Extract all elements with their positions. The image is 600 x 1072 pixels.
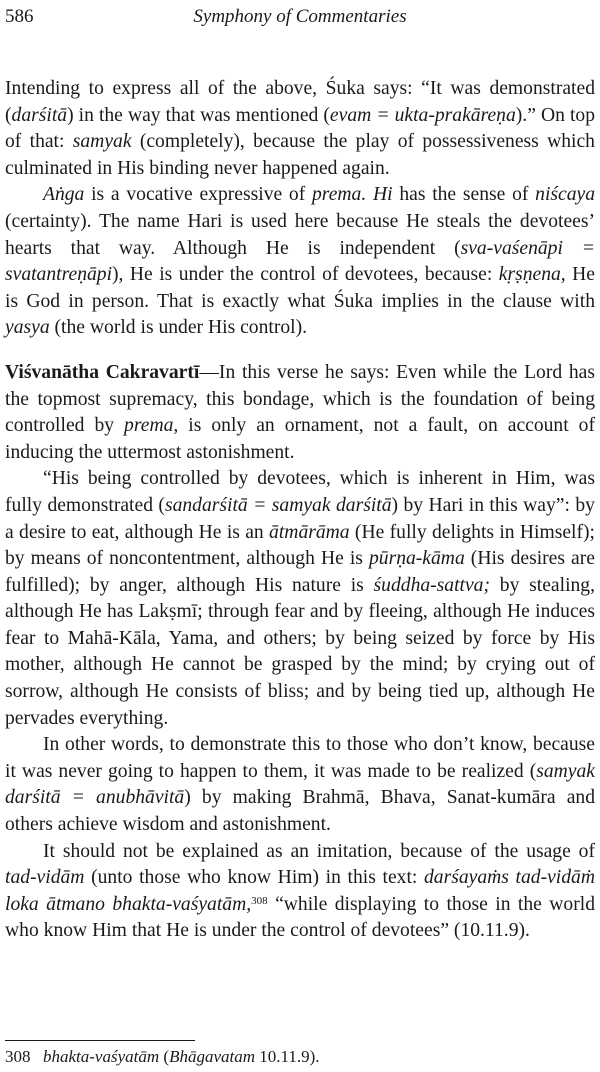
paragraph-5: In other words, to demonstrate this to those who don’t know, because it was never going to happen to them, it was made to be realized (samyak darśitā = anubhāvitā) by making Brahmā, Bhava, Sanat-kumāra and others achieve wisdom and astonishment. xyxy=(5,734,595,836)
running-title: Symphony of Commentaries xyxy=(193,6,407,27)
paragraph-4: “His being controlled by devotees, which is inherent in Him, was fully demonstrated (sandarśitā = samyak darśitā) by Hari in this way”: by a desire to eat, although He is an ātmārāma (He fully delights in Himself); by means of noncontentment, although He is pūrṇa-kāma (His desires are fulfilled); by anger, although His nature is śuddha-sattva; by stealing, although He has Lakṣmī; through fear and by fleeing, although He induces fear to Mahā-Kāla, Yama, and others; by being seized by force by His mother, although He cannot be grasped by the mind; by crying out of sorrow, although He consists of bliss; and by being tied up, although He pervades everything. xyxy=(5,468,596,729)
footnote-divider xyxy=(5,1040,195,1041)
footnote: 308 bhakta-vaśyatām (Bhāgavatam 10.11.9). xyxy=(5,1047,320,1066)
paragraph-2: Aṅga is a vocative expressive of prema. Hi has the sense of niścaya (certainty). The name Hari is used here because He steals the devotees’ hearts that way. Although He is independent (sva-vaśenāpi = svatantreṇāpi), He is under the control of devotees, because: kṛṣṇena, He is God in person. That is exactly what Śuka implies in the clause with yasya (the world is under His control). xyxy=(5,184,595,339)
footnote-reference[interactable]: 308 xyxy=(251,894,268,907)
page-header xyxy=(5,4,595,30)
paragraph-3: Viśvanātha Cakravartī—In this verse he says: Even while the Lord has the topmost supremacy, this bondage, which is the foundation of being controlled by prema, is only an ornament, not a fault, on account of inducing the uttermost astonishment. xyxy=(5,361,596,463)
paragraph-1: Intending to express all of the above, Śuka says: “It was demonstrated (darśitā) in the way that was mentioned (evam = ukta-prakāreṇa).” On top of that: samyak (completely), because the play of possessiveness which culminated in His binding never happened again. xyxy=(5,78,595,179)
paragraph-6: It should not be explained as an imitation, because of the usage of tad-vidām (unto those who know Him) in this text: darśayaṁs tad-vidāṁ loka ātmano bhakta-vaśyatām,$^{308}$ “while displaying to those in the world who know Him that He is under the control of devotees” (10.11.9). xyxy=(5,840,595,942)
page-number: 586 xyxy=(5,6,34,27)
footnote-number: 308 xyxy=(5,1047,31,1066)
body-text xyxy=(5,76,595,945)
commentator-name: Viśvanātha Cakravartī xyxy=(5,361,200,383)
